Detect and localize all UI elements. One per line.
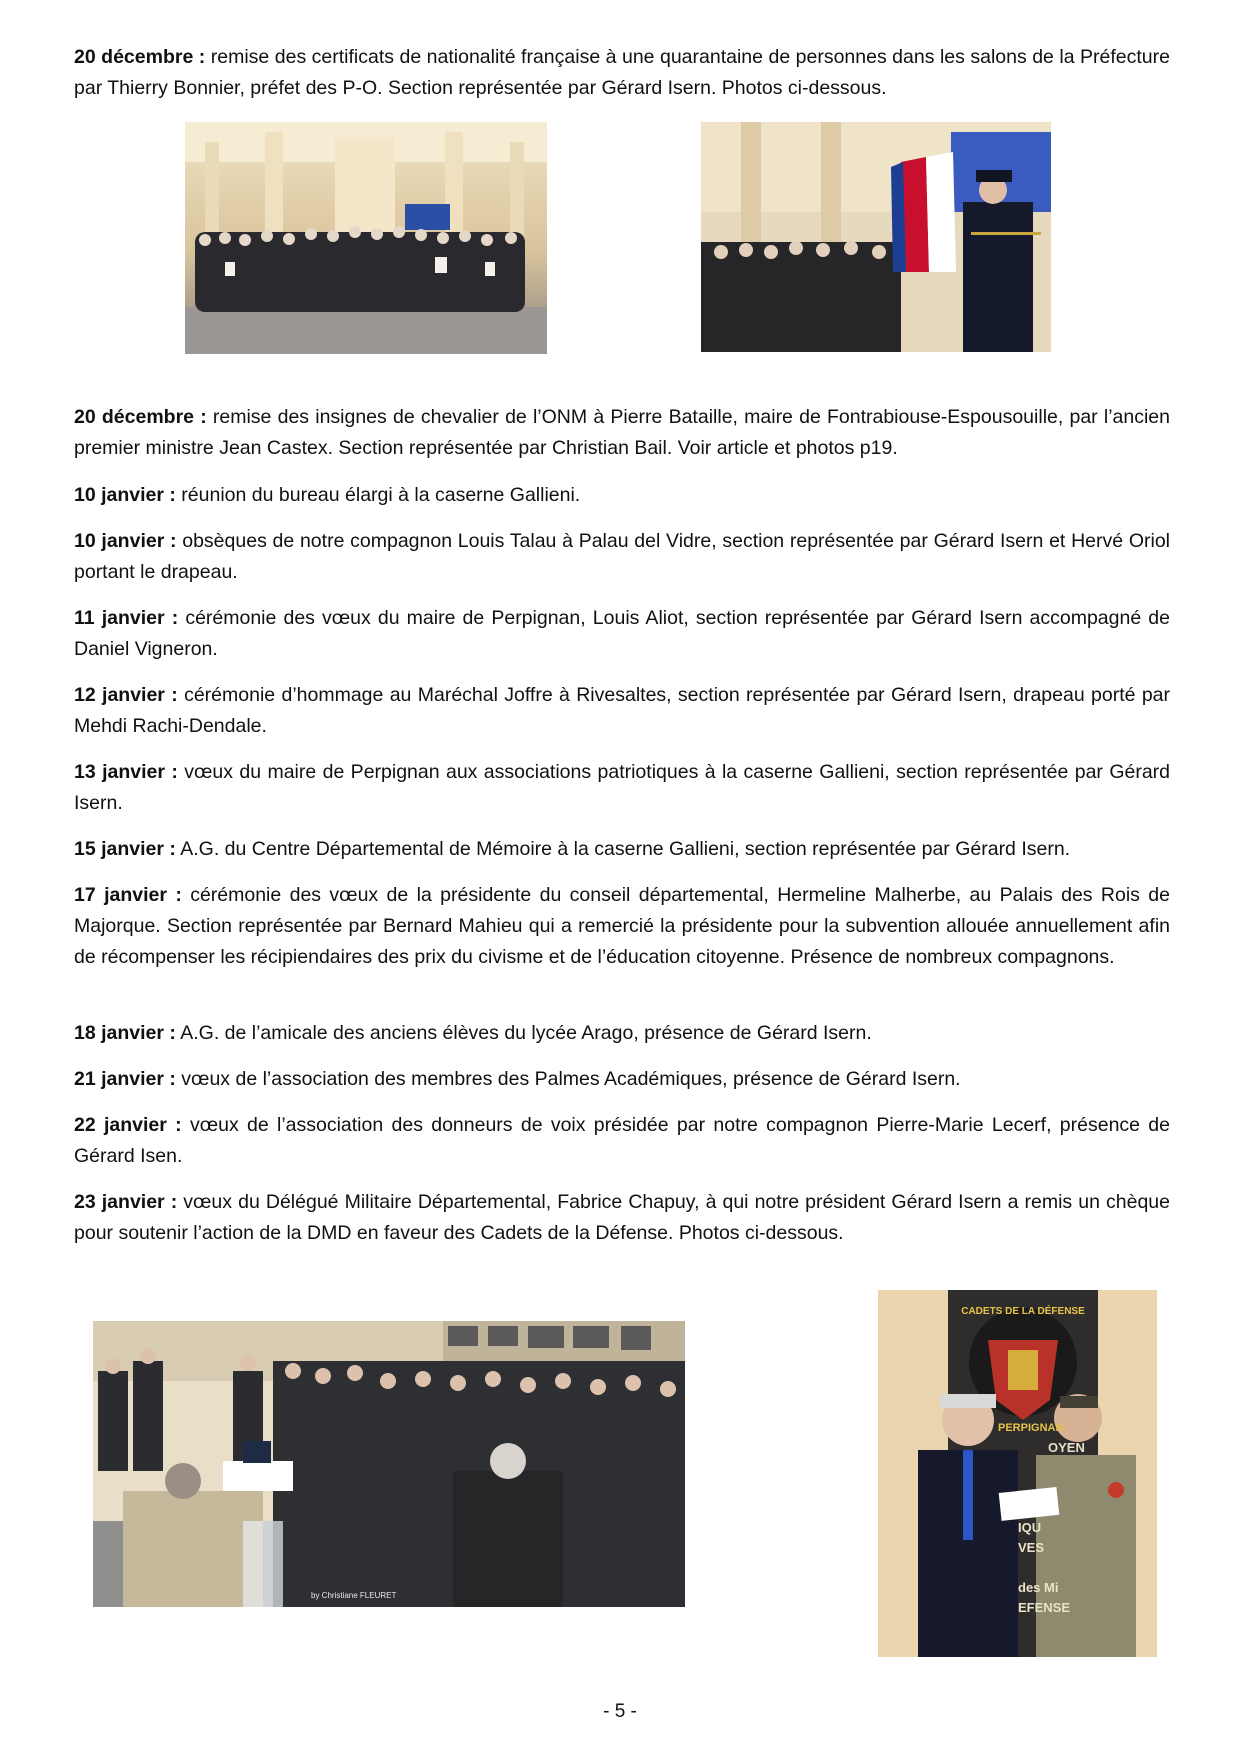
entry-date: 20 décembre :	[74, 406, 207, 428]
entry-23-jan-dmd	[74, 1187, 1170, 1249]
entry-text: cérémonie des vœux de la présidente du conseil départemental, Hermeline Malherbe, au Palais des Rois de Majorque. Section représentée par Bernard Mahieu qui a remercié la présidente pour la subvention allouée annuellement afin de récompenser les récipiendaires des prix du civisme et de l’éducation citoyenne. Présence de nombreux compagnons.	[74, 884, 1170, 968]
photo-cheque-handover	[878, 1290, 1157, 1657]
entry-text: obsèques de notre compagnon Louis Talau à Palau del Vidre, section représentée par Gérard Isern et Hervé Oriol portant le drapeau.	[74, 530, 1170, 583]
entry-text: remise des insignes de chevalier de l’ONM à Pierre Bataille, maire de Fontrabiouse-Espousouille, par l’ancien premier ministre Jean Castex. Section représentée par Christian Bail. Voir article et photos p19.	[74, 406, 1170, 459]
entry-date: 21 janvier :	[74, 1068, 176, 1090]
banner-fragment: IQU	[1018, 1520, 1042, 1535]
entry-text: A.G. de l’amicale des anciens élèves du lycée Arago, présence de Gérard Isern.	[175, 1022, 872, 1044]
logo-city: PERPIGNAN	[998, 1422, 1064, 1434]
entry-date: 18 janvier :	[74, 1022, 176, 1044]
entry-20-dec-nationalite	[74, 42, 1170, 104]
entry-21-jan-palmes	[74, 1064, 1170, 1095]
entry-11-jan-voeux	[74, 603, 1170, 665]
entry-text: vœux du maire de Perpignan aux associations patriotiques à la caserne Gallieni, section représentée par Gérard Isern.	[74, 761, 1171, 814]
entry-17-jan-departemental	[74, 880, 1170, 973]
entry-date: 15 janvier :	[74, 838, 176, 860]
banner-fragment: VES	[1018, 1540, 1045, 1555]
entry-text: remise des certificats de nationalité française à une quarantaine de personnes dans les salons de la Préfecture par Thierry Bonnier, préfet des P-O. Section représentée par Gérard Isern. Photos ci-dessous.	[74, 46, 1170, 99]
entry-date: 17 janvier :	[74, 884, 182, 906]
entry-text: vœux de l’association des donneurs de voix présidée par notre compagnon Pierre-Marie Lecerf, présence de Gérard Isen.	[74, 1114, 1171, 1167]
entry-15-jan-ag	[74, 834, 1170, 865]
entry-date: 20 décembre :	[74, 46, 206, 68]
banner-fragment: OYEN	[1048, 1440, 1085, 1455]
entry-text: cérémonie d’hommage au Maréchal Joffre à Rivesaltes, section représentée par Gérard Isern, drapeau porté par Mehdi Rachi-Dendale.	[74, 684, 1171, 737]
entry-date: 22 janvier :	[74, 1114, 182, 1136]
photo-prefect-salute	[701, 122, 1051, 352]
entry-text: vœux de l’association des membres des Palmes Académiques, présence de Gérard Isern.	[175, 1068, 961, 1090]
entry-date: 10 janvier :	[74, 484, 176, 506]
banner-fragment: des Mi	[1018, 1580, 1059, 1595]
entry-date: 13 janvier :	[74, 761, 178, 783]
entry-22-jan-donneurs	[74, 1110, 1170, 1172]
entry-date: 10 janvier :	[74, 530, 177, 552]
photo-caption: by Christiane FLEURET	[311, 1591, 397, 1600]
entry-date: 23 janvier :	[74, 1191, 178, 1213]
logo-text: CADETS DE LA DÉFENSE	[961, 1306, 1085, 1317]
entry-10-jan-reunion	[74, 480, 1170, 511]
banner-fragment: EFENSE	[1018, 1600, 1071, 1615]
page-number: - 5 -	[603, 1701, 637, 1722]
entry-text: cérémonie des vœux du maire de Perpignan, Louis Aliot, section représentée par Gérard Isern accompagné de Daniel Vigneron.	[74, 607, 1170, 660]
entry-13-jan-associations	[74, 757, 1170, 819]
entry-date: 11 janvier :	[74, 607, 179, 629]
entry-18-jan-arago	[74, 1018, 1170, 1049]
entry-text: vœux du Délégué Militaire Départemental, Fabrice Chapuy, à qui notre président Gérard Isern a remis un chèque pour soutenir l’action de la DMD en faveur des Cadets de la Défense. Photos ci-dessous.	[74, 1191, 1170, 1244]
photo-dmd-reception	[93, 1321, 685, 1607]
photo-prefecture-group	[185, 122, 547, 354]
entry-10-jan-obseques	[74, 526, 1170, 588]
entry-20-dec-onm	[74, 402, 1170, 464]
entry-text: A.G. du Centre Départemental de Mémoire à la caserne Gallieni, section représentée par Gérard Isern.	[175, 838, 1071, 860]
entry-date: 12 janvier :	[74, 684, 178, 706]
entry-text: réunion du bureau élargi à la caserne Gallieni.	[175, 484, 581, 506]
entry-12-jan-joffre	[74, 680, 1170, 742]
